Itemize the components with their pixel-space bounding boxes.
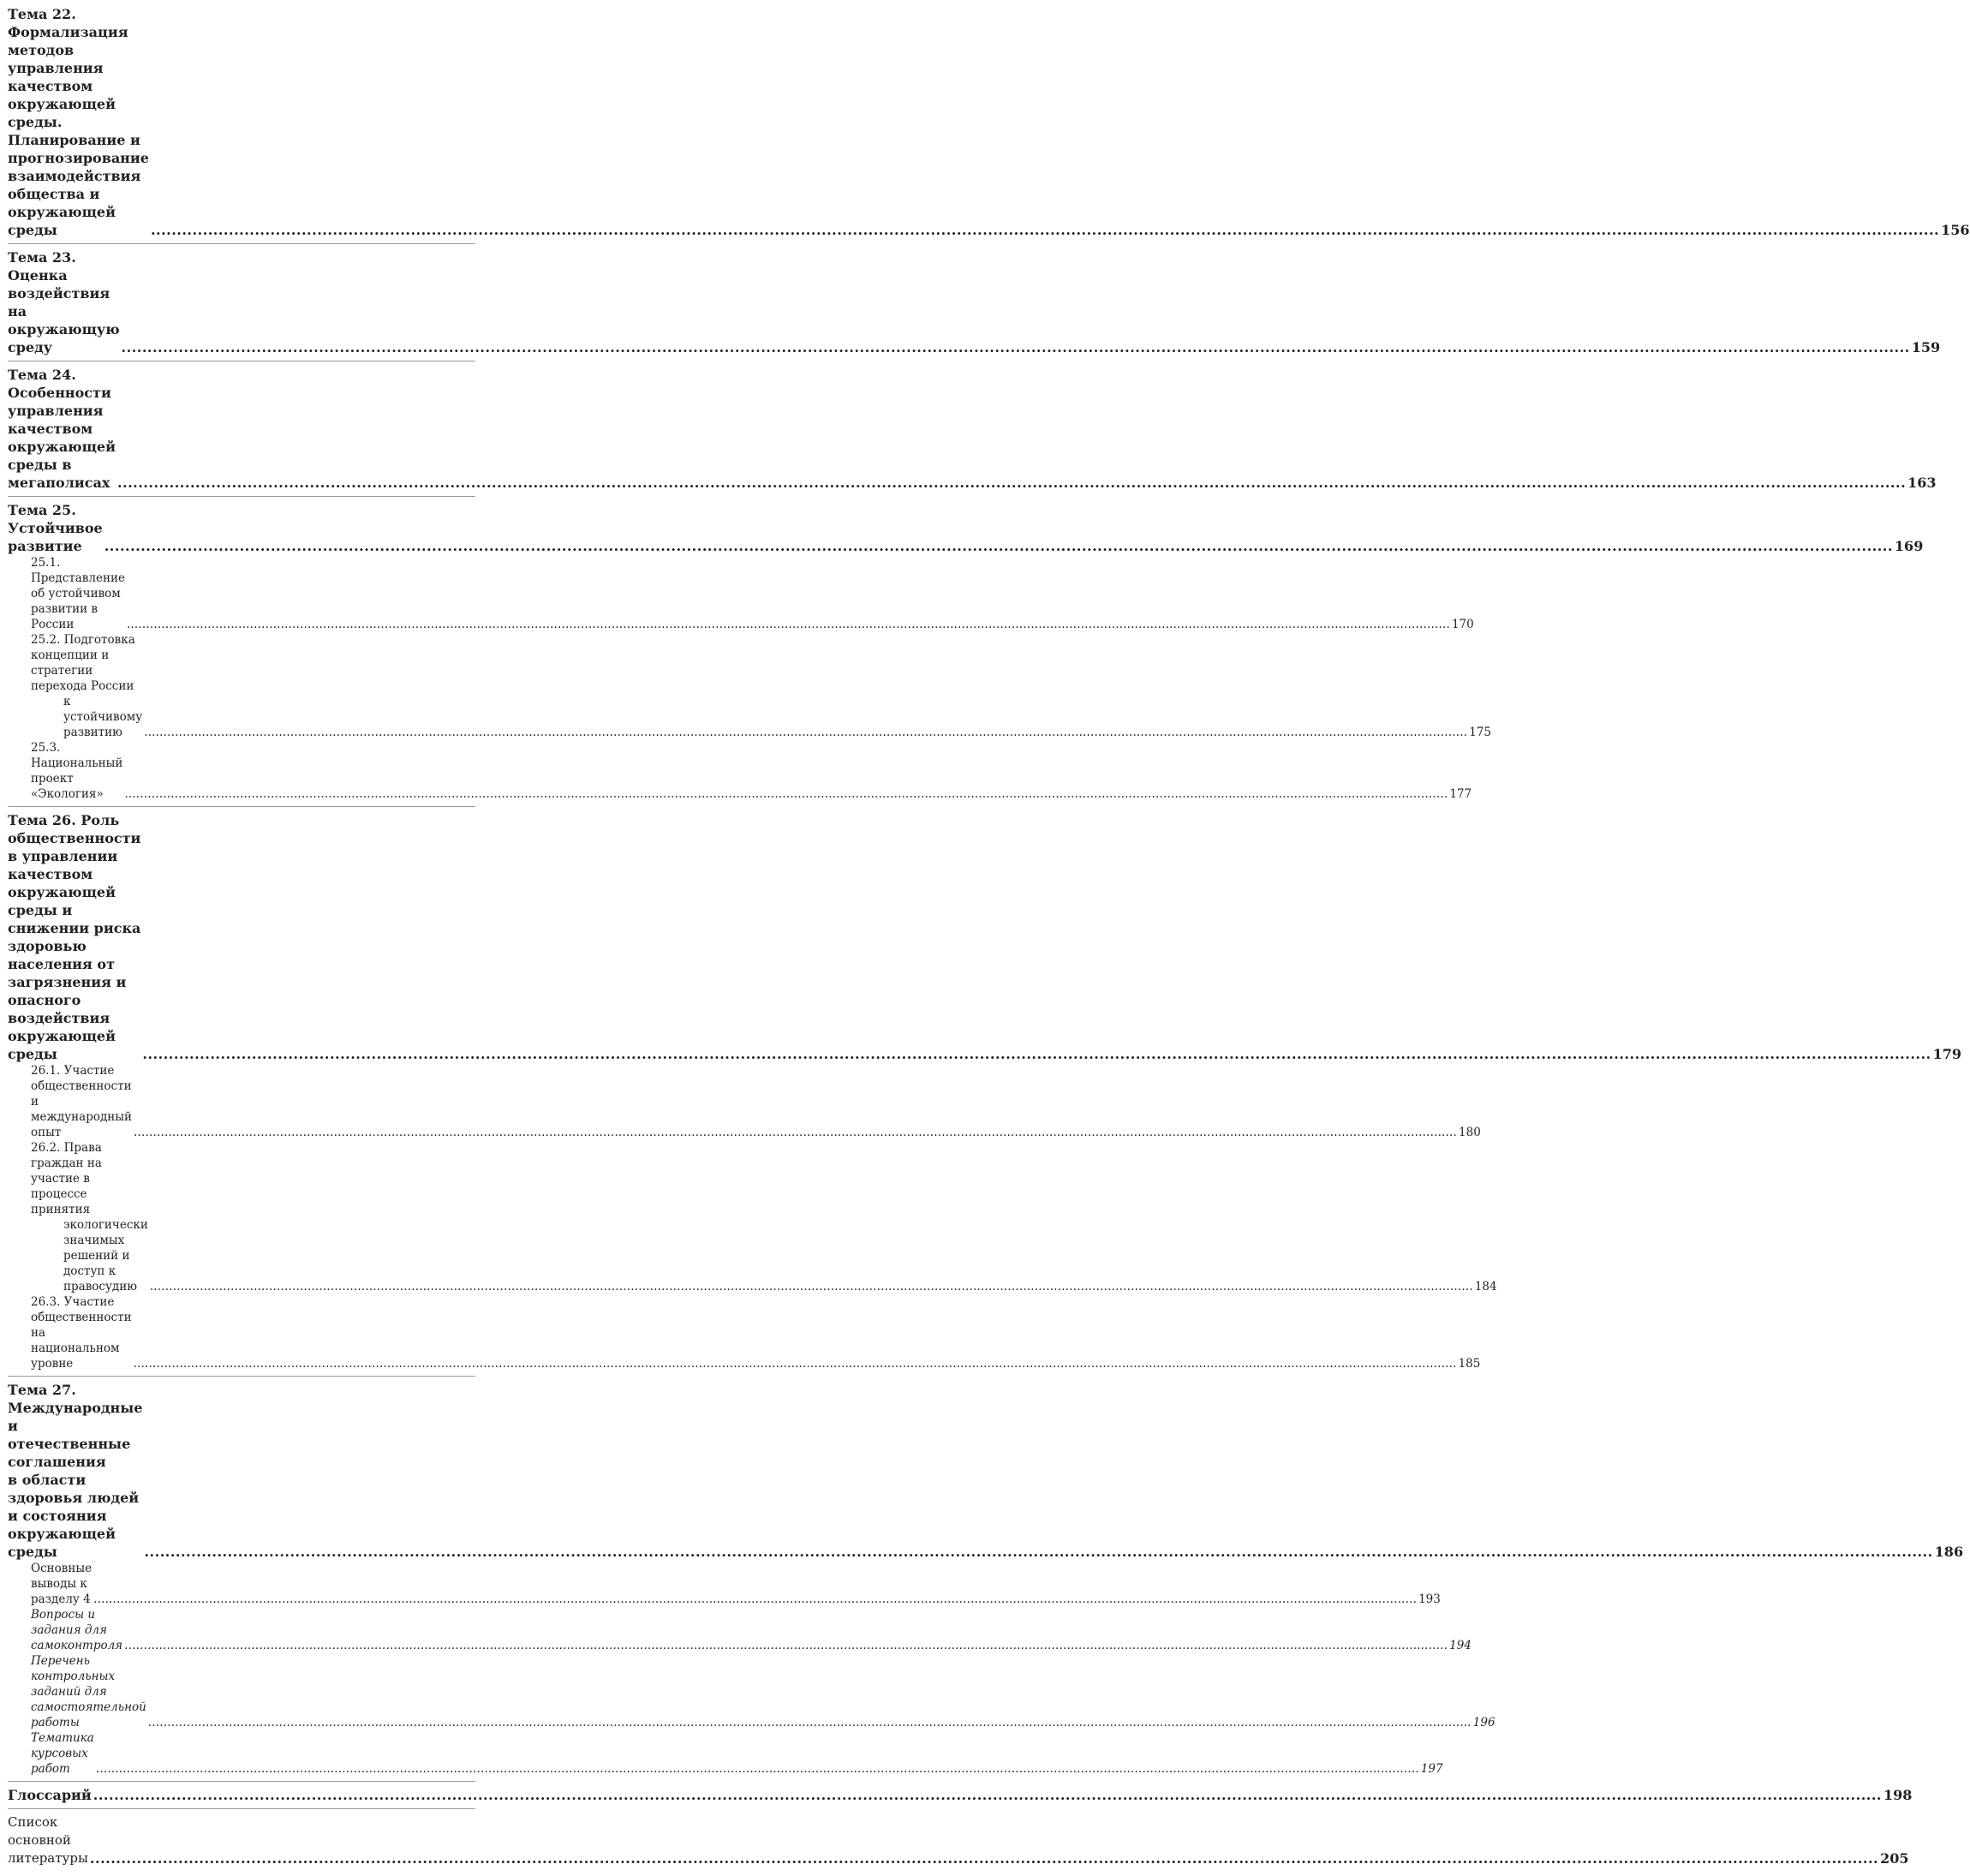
toc-subsection-entry[interactable] xyxy=(8,1730,1443,1777)
toc-literature-label: Список основной литературы xyxy=(8,1814,88,1866)
toc-topic-title-line: среды в мегаполисах xyxy=(8,457,110,491)
toc-subsection-entry[interactable] xyxy=(8,1063,1481,1140)
page-number: 175 xyxy=(1469,726,1491,739)
toc-subsection-title-line: 25.2. Подготовка концепции и стратегии перехода России xyxy=(31,633,135,693)
toc-topic-entry[interactable] xyxy=(8,1381,1964,1561)
toc-topic-entry[interactable] xyxy=(8,366,1937,492)
toc-subsection-title-line: к устойчивому развитию xyxy=(63,695,143,739)
dot-leader xyxy=(93,1786,1882,1804)
toc-topic-title-line: Тема 27. Международные и отечественные соглашения xyxy=(8,1382,143,1470)
dot-leader xyxy=(117,474,1906,492)
page-number: 197 xyxy=(1420,1762,1443,1776)
page-number: 169 xyxy=(1894,538,1924,554)
toc-block-glossary xyxy=(8,1786,1913,1809)
dot-leader xyxy=(127,617,1450,632)
toc-topic-title-line: Тема 26. Роль общественности в управлении качеством xyxy=(8,812,141,882)
toc-block-topic-22 xyxy=(8,5,1970,244)
toc-topic-entry[interactable] xyxy=(8,811,1961,1063)
toc-block-topic-27 xyxy=(8,1381,1964,1782)
toc-block-literature xyxy=(8,1813,1909,1872)
toc-topic-entry[interactable] xyxy=(8,501,1924,555)
toc-topic-title-line: Тема 25. Устойчивое развитие xyxy=(8,502,103,554)
toc-subsection-title-line: экологически значимых решений и доступ к правосудию xyxy=(63,1218,148,1293)
page-number: 205 xyxy=(1880,1850,1909,1867)
dot-leader xyxy=(144,1543,1932,1561)
toc-subsection-entry[interactable] xyxy=(8,555,1474,632)
toc-subsection-title-line: 25.3. Национальный проект «Экология» xyxy=(31,741,123,801)
toc-topic-title-line: взаимодействия общества и окружающей среды xyxy=(8,168,141,238)
toc-block-topic-26 xyxy=(8,811,1961,1377)
toc-subsection-entry[interactable] xyxy=(8,1607,1472,1653)
toc-block-topic-23 xyxy=(8,248,1941,361)
table-of-contents xyxy=(8,5,1970,1876)
dot-leader xyxy=(124,1638,1448,1653)
page-number: 193 xyxy=(1418,1592,1441,1606)
toc-subsection-entry[interactable] xyxy=(8,632,1491,740)
toc-subsection-entry[interactable] xyxy=(8,1653,1495,1730)
dot-leader xyxy=(96,1761,1419,1777)
dot-leader xyxy=(124,786,1448,802)
toc-topic-title-line: окружающей среды xyxy=(8,1028,116,1062)
toc-topic-title-line: в области здоровья людей и состояния окружающей среды xyxy=(8,1472,140,1560)
toc-subsection-title-line: 26.2. Права граждан на участие в процессе принятия xyxy=(31,1141,102,1216)
toc-topic-title-line: Тема 24. Особенности управления качеством окружающей xyxy=(8,367,116,455)
toc-glossary-entry[interactable] xyxy=(8,1786,1913,1804)
toc-subsection-title-line: 26.3. Участие общественности на национальном уровне xyxy=(31,1295,132,1371)
dot-leader xyxy=(104,537,1893,555)
toc-subsection-title-line: Вопросы и задания для самоконтроля xyxy=(31,1608,123,1652)
toc-glossary-label: Глоссарий xyxy=(8,1787,92,1803)
toc-subsection-title-line: 25.1. Представление об устойчивом развитии в России xyxy=(31,556,125,631)
page-number: 179 xyxy=(1932,1046,1961,1062)
toc-subsection-title-line: Тематика курсовых работ xyxy=(31,1731,94,1776)
toc-topic-title-line: окружающей среды и снижении риска здоровью xyxy=(8,884,141,954)
page-number: 198 xyxy=(1883,1787,1913,1803)
dot-leader xyxy=(142,1045,1931,1063)
toc-subsection-entry[interactable] xyxy=(8,1140,1497,1294)
page-number: 156 xyxy=(1941,222,1970,238)
page-number: 194 xyxy=(1449,1639,1472,1652)
page-number: 180 xyxy=(1459,1126,1481,1139)
toc-topic-title-line: Тема 22. Формализация методов управления качеством xyxy=(8,6,128,94)
toc-subsection-title-line: 26.1. Участие общественности и международный опыт xyxy=(31,1064,133,1139)
dot-leader xyxy=(134,1125,1457,1140)
page-number: 196 xyxy=(1472,1716,1495,1730)
page-number: 163 xyxy=(1907,475,1937,491)
toc-subsection-title-line: Основные выводы к разделу 4 xyxy=(31,1562,93,1606)
dot-leader xyxy=(144,725,1467,740)
dot-leader xyxy=(93,1592,1417,1607)
page-number: 177 xyxy=(1449,787,1472,801)
toc-topic-title-line: населения от загрязнения и опасного воздействия xyxy=(8,956,127,1026)
toc-topic-title-line: Тема 23. Оценка воздействия на окружающую среду xyxy=(8,249,120,355)
dot-leader xyxy=(150,1279,1473,1294)
toc-subsection-entry[interactable] xyxy=(8,1561,1441,1607)
toc-subsection-entry[interactable] xyxy=(8,1294,1481,1371)
page-number: 170 xyxy=(1451,618,1474,631)
toc-topic-entry[interactable] xyxy=(8,5,1970,239)
page-number: 184 xyxy=(1474,1280,1497,1293)
page-number: 159 xyxy=(1911,339,1941,355)
dot-leader xyxy=(122,338,1910,356)
toc-literature-entry[interactable] xyxy=(8,1813,1909,1867)
toc-block-topic-24 xyxy=(8,366,1937,497)
toc-block-topic-25 xyxy=(8,501,1924,807)
toc-topic-title-line: окружающей среды. Планирование и прогнозирование xyxy=(8,96,149,166)
dot-leader xyxy=(151,221,1939,239)
toc-subsection-title-line: Перечень контрольных заданий для самостоятельной работы xyxy=(31,1654,146,1730)
dot-leader xyxy=(148,1715,1472,1730)
toc-topic-entry[interactable] xyxy=(8,248,1941,356)
page-number: 186 xyxy=(1934,1544,1964,1560)
dot-leader xyxy=(90,1849,1878,1867)
dot-leader xyxy=(134,1356,1457,1371)
page-number: 185 xyxy=(1458,1357,1481,1371)
toc-subsection-entry[interactable] xyxy=(8,740,1472,802)
